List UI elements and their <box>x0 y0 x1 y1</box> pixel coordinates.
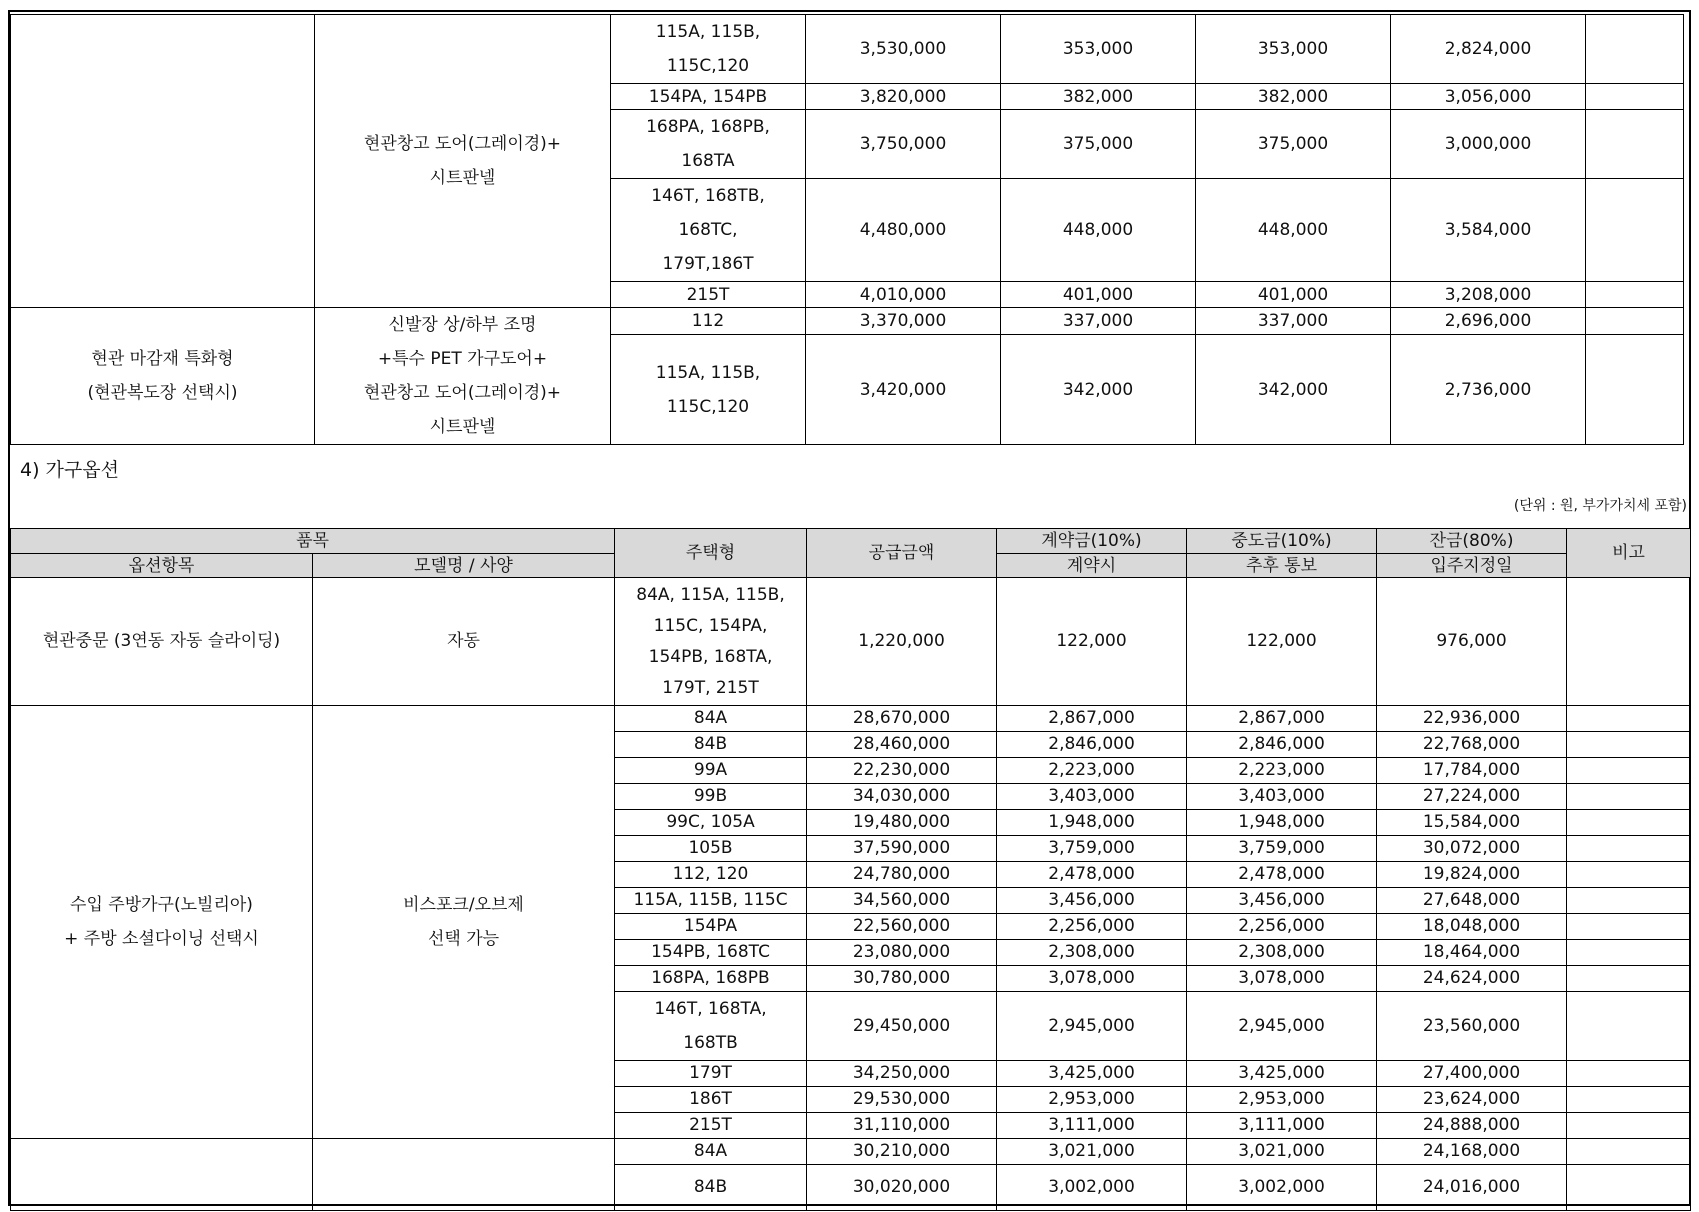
item-cell-empty <box>11 1139 313 1211</box>
balance-cell: 17,784,000 <box>1377 758 1567 784</box>
supply-cell: 30,210,000 <box>807 1139 997 1165</box>
note-cell <box>1567 758 1691 784</box>
model-cell: 비스포크/오브제 선택 가능 <box>313 706 615 1139</box>
type-cell: 84B <box>615 1165 807 1211</box>
note-cell <box>1567 810 1691 836</box>
middle-cell: 2,478,000 <box>1187 862 1377 888</box>
supply-cell: 3,530,000 <box>806 15 1001 84</box>
middle-cell: 3,403,000 <box>1187 784 1377 810</box>
type-cell: 154PA <box>615 914 807 940</box>
balance-cell: 2,736,000 <box>1391 335 1586 445</box>
contract-cell: 3,403,000 <box>997 784 1187 810</box>
contract-cell: 448,000 <box>1001 179 1196 282</box>
middle-cell: 382,000 <box>1196 84 1391 110</box>
balance-cell: 27,648,000 <box>1377 888 1567 914</box>
middle-cell: 3,456,000 <box>1187 888 1377 914</box>
note-cell <box>1586 179 1684 282</box>
type-cell: 105B <box>615 836 807 862</box>
type-cell: 154PB, 168TC <box>615 940 807 966</box>
contract-cell: 337,000 <box>1001 308 1196 335</box>
supply-cell: 4,480,000 <box>806 179 1001 282</box>
type-cell: 154PA, 154PB <box>611 84 806 110</box>
header-balance-sub: 입주지정일 <box>1377 554 1567 578</box>
balance-cell: 3,584,000 <box>1391 179 1586 282</box>
note-cell <box>1567 1165 1691 1211</box>
middle-cell: 401,000 <box>1196 282 1391 308</box>
header-type: 주택형 <box>615 529 807 578</box>
type-cell: 99B <box>615 784 807 810</box>
table-row <box>11 578 1691 706</box>
middle-cell: 2,308,000 <box>1187 940 1377 966</box>
supply-cell: 34,030,000 <box>807 784 997 810</box>
contract-cell: 375,000 <box>1001 110 1196 179</box>
contract-cell: 2,846,000 <box>997 732 1187 758</box>
type-cell: 112 <box>611 308 806 335</box>
type-cell: 179T <box>615 1061 807 1087</box>
note-cell <box>1586 308 1684 335</box>
supply-cell: 34,560,000 <box>807 888 997 914</box>
supply-cell: 28,460,000 <box>807 732 997 758</box>
spec-cell: 현관창고 도어(그레이경)+ 시트판넬 <box>315 15 611 308</box>
contract-cell: 3,425,000 <box>997 1061 1187 1087</box>
header-contract-sub: 계약시 <box>997 554 1187 578</box>
note-cell <box>1586 110 1684 179</box>
balance-cell: 23,560,000 <box>1377 992 1567 1061</box>
middle-cell: 2,953,000 <box>1187 1087 1377 1113</box>
middle-cell: 3,759,000 <box>1187 836 1377 862</box>
table-row <box>11 706 1691 732</box>
middle-cell: 3,021,000 <box>1187 1139 1377 1165</box>
type-cell: 115A, 115B, 115C,120 <box>611 15 806 84</box>
type-cell: 84A <box>615 1139 807 1165</box>
middle-cell: 342,000 <box>1196 335 1391 445</box>
section-title: 4) 가구옵션 <box>20 459 119 481</box>
note-cell <box>1567 862 1691 888</box>
type-cell: 146T, 168TA, 168TB <box>615 992 807 1061</box>
contract-cell: 401,000 <box>1001 282 1196 308</box>
supply-cell: 28,670,000 <box>807 706 997 732</box>
contract-cell: 2,256,000 <box>997 914 1187 940</box>
furniture-option-table <box>10 528 1691 1211</box>
note-cell <box>1586 15 1684 84</box>
contract-cell: 3,021,000 <box>997 1139 1187 1165</box>
middle-cell: 448,000 <box>1196 179 1391 282</box>
balance-cell: 2,824,000 <box>1391 15 1586 84</box>
middle-cell: 353,000 <box>1196 15 1391 84</box>
note-cell <box>1567 1061 1691 1087</box>
type-cell: 115A, 115B, 115C,120 <box>611 335 806 445</box>
note-cell <box>1567 784 1691 810</box>
supply-cell: 22,230,000 <box>807 758 997 784</box>
middle-cell: 3,002,000 <box>1187 1165 1377 1211</box>
supply-cell: 30,020,000 <box>807 1165 997 1211</box>
supply-cell: 4,010,000 <box>806 282 1001 308</box>
note-cell <box>1567 888 1691 914</box>
balance-cell: 3,208,000 <box>1391 282 1586 308</box>
balance-cell: 976,000 <box>1377 578 1567 706</box>
contract-cell: 3,759,000 <box>997 836 1187 862</box>
note-cell <box>1567 1087 1691 1113</box>
model-cell: 자동 <box>313 578 615 706</box>
supply-cell: 1,220,000 <box>807 578 997 706</box>
supply-cell: 31,110,000 <box>807 1113 997 1139</box>
supply-cell: 29,450,000 <box>807 992 997 1061</box>
balance-cell: 24,168,000 <box>1377 1139 1567 1165</box>
header-note: 비고 <box>1567 529 1691 578</box>
type-cell: 84B <box>615 732 807 758</box>
middle-cell: 2,867,000 <box>1187 706 1377 732</box>
header-middle: 중도금(10%) <box>1187 529 1377 554</box>
spec-cell: 신발장 상/하부 조명 +특수 PET 가구도어+ 현관창고 도어(그레이경)+ 시트판넬 <box>315 308 611 445</box>
balance-cell: 24,016,000 <box>1377 1165 1567 1211</box>
item-cell: 수입 주방가구(노빌리아) + 주방 소셜다이닝 선택시 <box>11 706 313 1139</box>
type-cell: 84A, 115A, 115B, 115C, 154PA, 154PB, 168TA, 179T, 215T <box>615 578 807 706</box>
type-cell: 186T <box>615 1087 807 1113</box>
balance-cell: 19,824,000 <box>1377 862 1567 888</box>
balance-cell: 24,888,000 <box>1377 1113 1567 1139</box>
contract-cell: 2,223,000 <box>997 758 1187 784</box>
note-cell <box>1586 335 1684 445</box>
middle-cell: 2,846,000 <box>1187 732 1377 758</box>
supply-cell: 23,080,000 <box>807 940 997 966</box>
balance-cell: 27,400,000 <box>1377 1061 1567 1087</box>
supply-cell: 3,370,000 <box>806 308 1001 335</box>
supply-cell: 3,750,000 <box>806 110 1001 179</box>
contract-cell: 3,078,000 <box>997 966 1187 992</box>
balance-cell: 3,056,000 <box>1391 84 1586 110</box>
note-cell <box>1586 84 1684 110</box>
header-option: 옵션항목 <box>11 554 313 578</box>
note-cell <box>1567 966 1691 992</box>
note-cell <box>1567 992 1691 1061</box>
type-cell: 168PA, 168PB, 168TA <box>611 110 806 179</box>
middle-cell: 122,000 <box>1187 578 1377 706</box>
header-balance: 잔금(80%) <box>1377 529 1567 554</box>
supply-cell: 3,820,000 <box>806 84 1001 110</box>
middle-cell: 2,945,000 <box>1187 992 1377 1061</box>
table-row <box>11 15 1684 84</box>
type-cell: 84A <box>615 706 807 732</box>
middle-cell: 375,000 <box>1196 110 1391 179</box>
contract-cell: 2,953,000 <box>997 1087 1187 1113</box>
middle-cell: 337,000 <box>1196 308 1391 335</box>
type-cell: 168PA, 168PB <box>615 966 807 992</box>
supply-cell: 30,780,000 <box>807 966 997 992</box>
item-cell: 현관중문 (3연동 자동 슬라이딩) <box>11 578 313 706</box>
entrance-option-table <box>10 14 1684 445</box>
supply-cell: 29,530,000 <box>807 1087 997 1113</box>
supply-cell: 34,250,000 <box>807 1061 997 1087</box>
note-cell <box>1567 578 1691 706</box>
note-cell <box>1567 1139 1691 1165</box>
balance-cell: 18,048,000 <box>1377 914 1567 940</box>
unit-note: (단위 : 원, 부가가치세 포함) <box>1513 498 1687 514</box>
contract-cell: 2,308,000 <box>997 940 1187 966</box>
supply-cell: 22,560,000 <box>807 914 997 940</box>
table-row <box>11 1139 1691 1165</box>
balance-cell: 2,696,000 <box>1391 308 1586 335</box>
note-cell <box>1567 1113 1691 1139</box>
type-cell: 112, 120 <box>615 862 807 888</box>
contract-cell: 3,002,000 <box>997 1165 1187 1211</box>
header-supply: 공급금액 <box>807 529 997 578</box>
contract-cell: 1,948,000 <box>997 810 1187 836</box>
note-cell <box>1567 914 1691 940</box>
contract-cell: 3,456,000 <box>997 888 1187 914</box>
balance-cell: 18,464,000 <box>1377 940 1567 966</box>
supply-cell: 19,480,000 <box>807 810 997 836</box>
middle-cell: 3,078,000 <box>1187 966 1377 992</box>
contract-cell: 122,000 <box>997 578 1187 706</box>
note-cell <box>1567 732 1691 758</box>
type-cell: 115A, 115B, 115C <box>615 888 807 914</box>
balance-cell: 23,624,000 <box>1377 1087 1567 1113</box>
balance-cell: 15,584,000 <box>1377 810 1567 836</box>
header-middle-sub: 추후 통보 <box>1187 554 1377 578</box>
supply-cell: 24,780,000 <box>807 862 997 888</box>
note-cell <box>1567 706 1691 732</box>
contract-cell: 2,867,000 <box>997 706 1187 732</box>
contract-cell: 2,945,000 <box>997 992 1187 1061</box>
balance-cell: 22,936,000 <box>1377 706 1567 732</box>
middle-cell: 2,256,000 <box>1187 914 1377 940</box>
contract-cell: 2,478,000 <box>997 862 1187 888</box>
note-cell <box>1567 836 1691 862</box>
note-cell <box>1567 940 1691 966</box>
item-cell: 현관 마감재 특화형 (현관복도장 선택시) <box>11 308 315 445</box>
note-cell <box>1586 282 1684 308</box>
type-cell: 99A <box>615 758 807 784</box>
contract-cell: 353,000 <box>1001 15 1196 84</box>
model-cell-empty <box>313 1139 615 1211</box>
balance-cell: 24,624,000 <box>1377 966 1567 992</box>
supply-cell: 37,590,000 <box>807 836 997 862</box>
type-cell: 99C, 105A <box>615 810 807 836</box>
table-row <box>11 308 1684 335</box>
middle-cell: 3,111,000 <box>1187 1113 1377 1139</box>
item-cell-empty <box>11 15 315 308</box>
balance-cell: 22,768,000 <box>1377 732 1567 758</box>
contract-cell: 342,000 <box>1001 335 1196 445</box>
balance-cell: 27,224,000 <box>1377 784 1567 810</box>
balance-cell: 3,000,000 <box>1391 110 1586 179</box>
contract-cell: 382,000 <box>1001 84 1196 110</box>
contract-cell: 3,111,000 <box>997 1113 1187 1139</box>
supply-cell: 3,420,000 <box>806 335 1001 445</box>
type-cell: 215T <box>611 282 806 308</box>
middle-cell: 3,425,000 <box>1187 1061 1377 1087</box>
type-cell: 215T <box>615 1113 807 1139</box>
header-contract: 계약금(10%) <box>997 529 1187 554</box>
type-cell: 146T, 168TB, 168TC, 179T,186T <box>611 179 806 282</box>
middle-cell: 2,223,000 <box>1187 758 1377 784</box>
header-model: 모델명 / 사양 <box>313 554 615 578</box>
header-row <box>11 529 1691 554</box>
balance-cell: 30,072,000 <box>1377 836 1567 862</box>
middle-cell: 1,948,000 <box>1187 810 1377 836</box>
header-item-group: 품목 <box>11 529 615 554</box>
